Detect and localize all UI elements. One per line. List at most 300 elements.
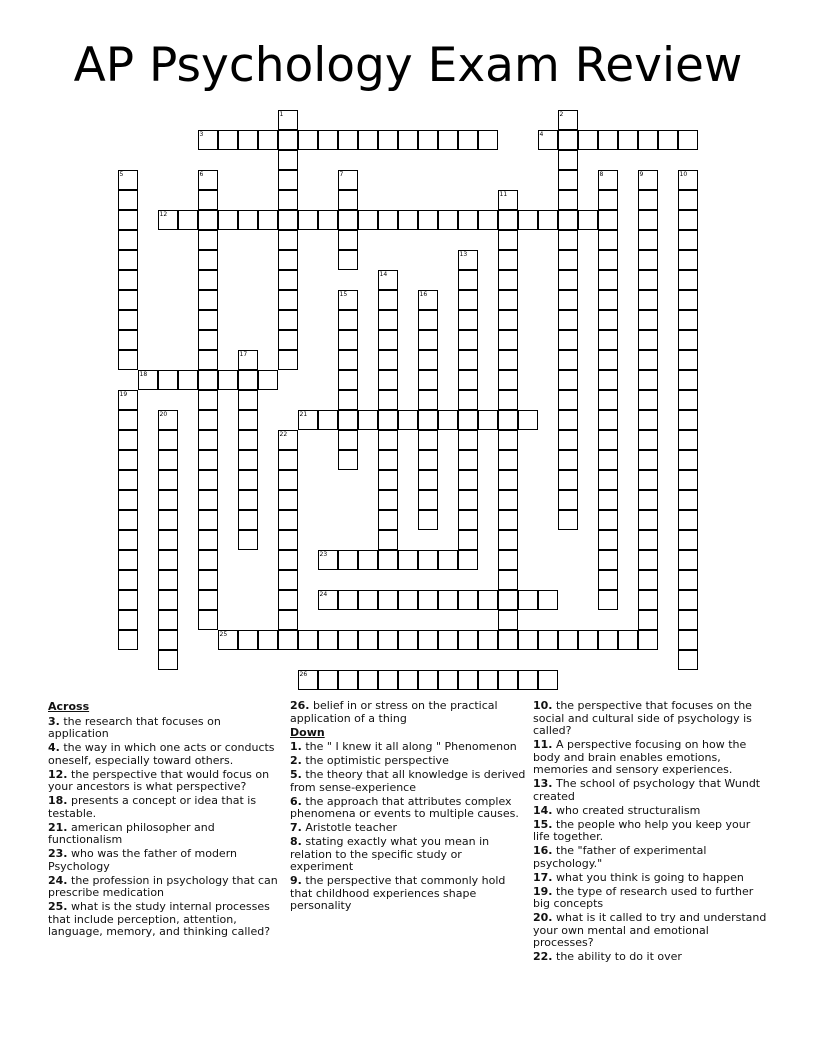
grid-cell[interactable] bbox=[558, 470, 578, 490]
grid-cell[interactable] bbox=[378, 450, 398, 470]
grid-cell[interactable] bbox=[578, 630, 598, 650]
grid-cell[interactable] bbox=[158, 650, 178, 670]
grid-cell[interactable] bbox=[498, 290, 518, 310]
grid-cell[interactable] bbox=[198, 490, 218, 510]
grid-cell[interactable] bbox=[278, 530, 298, 550]
grid-cell[interactable] bbox=[458, 670, 478, 690]
grid-cell[interactable] bbox=[638, 270, 658, 290]
grid-cell[interactable] bbox=[418, 370, 438, 390]
grid-cell[interactable] bbox=[598, 570, 618, 590]
grid-cell[interactable] bbox=[378, 630, 398, 650]
grid-cell[interactable] bbox=[318, 410, 338, 430]
grid-cell[interactable] bbox=[598, 490, 618, 510]
grid-cell[interactable] bbox=[498, 490, 518, 510]
grid-cell[interactable] bbox=[358, 210, 378, 230]
grid-cell[interactable] bbox=[418, 330, 438, 350]
grid-cell[interactable] bbox=[338, 550, 358, 570]
grid-cell[interactable] bbox=[638, 250, 658, 270]
grid-cell[interactable] bbox=[278, 270, 298, 290]
grid-cell[interactable] bbox=[318, 670, 338, 690]
grid-cell[interactable] bbox=[458, 370, 478, 390]
grid-cell[interactable] bbox=[638, 350, 658, 370]
grid-cell[interactable] bbox=[378, 330, 398, 350]
grid-cell[interactable] bbox=[478, 670, 498, 690]
grid-cell[interactable] bbox=[158, 450, 178, 470]
grid-cell[interactable] bbox=[598, 450, 618, 470]
grid-cell[interactable] bbox=[198, 310, 218, 330]
grid-cell[interactable] bbox=[378, 530, 398, 550]
grid-cell[interactable] bbox=[238, 530, 258, 550]
grid-cell[interactable] bbox=[338, 190, 358, 210]
grid-cell[interactable] bbox=[438, 630, 458, 650]
grid-cell[interactable] bbox=[158, 610, 178, 630]
grid-cell[interactable] bbox=[598, 470, 618, 490]
grid-cell[interactable] bbox=[118, 250, 138, 270]
grid-cell[interactable] bbox=[278, 170, 298, 190]
grid-cell[interactable] bbox=[278, 590, 298, 610]
grid-cell[interactable] bbox=[198, 530, 218, 550]
grid-cell[interactable] bbox=[558, 350, 578, 370]
grid-cell[interactable] bbox=[458, 630, 478, 650]
grid-cell[interactable] bbox=[198, 570, 218, 590]
grid-cell[interactable] bbox=[218, 370, 238, 390]
grid-cell[interactable] bbox=[378, 590, 398, 610]
grid-cell[interactable] bbox=[438, 210, 458, 230]
grid-cell[interactable] bbox=[238, 450, 258, 470]
grid-cell[interactable] bbox=[358, 130, 378, 150]
grid-cell[interactable] bbox=[238, 410, 258, 430]
grid-cell[interactable] bbox=[478, 590, 498, 610]
grid-cell[interactable] bbox=[238, 390, 258, 410]
grid-cell[interactable] bbox=[538, 670, 558, 690]
grid-cell[interactable] bbox=[378, 130, 398, 150]
grid-cell[interactable] bbox=[498, 430, 518, 450]
grid-cell[interactable] bbox=[198, 470, 218, 490]
grid-cell[interactable] bbox=[398, 630, 418, 650]
grid-cell[interactable] bbox=[478, 210, 498, 230]
grid-cell[interactable] bbox=[338, 670, 358, 690]
grid-cell[interactable] bbox=[118, 190, 138, 210]
grid-cell[interactable] bbox=[578, 210, 598, 230]
grid-cell[interactable] bbox=[278, 250, 298, 270]
grid-cell[interactable] bbox=[278, 310, 298, 330]
grid-cell[interactable] bbox=[638, 230, 658, 250]
grid-cell[interactable] bbox=[558, 510, 578, 530]
grid-cell[interactable] bbox=[538, 210, 558, 230]
grid-cell[interactable] bbox=[398, 670, 418, 690]
grid-cell[interactable] bbox=[178, 370, 198, 390]
grid-cell[interactable] bbox=[598, 250, 618, 270]
grid-cell[interactable] bbox=[378, 350, 398, 370]
grid-cell[interactable] bbox=[278, 550, 298, 570]
grid-cell[interactable] bbox=[498, 670, 518, 690]
grid-cell[interactable] bbox=[198, 250, 218, 270]
grid-cell[interactable] bbox=[118, 210, 138, 230]
grid-cell[interactable] bbox=[198, 370, 218, 390]
grid-cell[interactable] bbox=[158, 550, 178, 570]
grid-cell[interactable] bbox=[678, 370, 698, 390]
grid-cell[interactable] bbox=[338, 450, 358, 470]
grid-cell[interactable] bbox=[158, 470, 178, 490]
grid-cell[interactable] bbox=[378, 410, 398, 430]
grid-cell[interactable] bbox=[418, 350, 438, 370]
grid-cell[interactable] bbox=[438, 130, 458, 150]
grid-cell[interactable] bbox=[198, 410, 218, 430]
grid-cell[interactable] bbox=[158, 490, 178, 510]
grid-cell[interactable] bbox=[198, 550, 218, 570]
grid-cell[interactable] bbox=[198, 390, 218, 410]
grid-cell[interactable] bbox=[458, 310, 478, 330]
grid-cell[interactable] bbox=[678, 350, 698, 370]
grid-cell[interactable] bbox=[518, 410, 538, 430]
grid-cell[interactable] bbox=[498, 250, 518, 270]
grid-cell[interactable] bbox=[378, 510, 398, 530]
grid-cell[interactable] bbox=[158, 570, 178, 590]
grid-cell[interactable] bbox=[598, 370, 618, 390]
grid-cell[interactable] bbox=[498, 470, 518, 490]
grid-cell[interactable] bbox=[578, 130, 598, 150]
grid-cell[interactable] bbox=[198, 430, 218, 450]
grid-cell[interactable] bbox=[338, 130, 358, 150]
grid-cell[interactable] bbox=[458, 290, 478, 310]
grid-cell[interactable] bbox=[118, 330, 138, 350]
grid-cell[interactable] bbox=[118, 610, 138, 630]
grid-cell[interactable] bbox=[158, 590, 178, 610]
grid-cell[interactable] bbox=[198, 610, 218, 630]
grid-cell[interactable] bbox=[598, 390, 618, 410]
grid-cell[interactable] bbox=[558, 490, 578, 510]
grid-cell[interactable] bbox=[638, 590, 658, 610]
grid-cell[interactable] bbox=[198, 210, 218, 230]
grid-cell[interactable] bbox=[198, 270, 218, 290]
grid-cell[interactable] bbox=[358, 590, 378, 610]
grid-cell[interactable] bbox=[678, 410, 698, 430]
grid-cell[interactable] bbox=[658, 130, 678, 150]
grid-cell[interactable] bbox=[298, 210, 318, 230]
grid-cell[interactable] bbox=[498, 550, 518, 570]
grid-cell[interactable] bbox=[418, 130, 438, 150]
grid-cell[interactable] bbox=[638, 610, 658, 630]
grid-cell[interactable] bbox=[418, 470, 438, 490]
grid-cell[interactable] bbox=[378, 430, 398, 450]
grid-cell[interactable] bbox=[518, 590, 538, 610]
grid-cell[interactable] bbox=[678, 210, 698, 230]
grid-cell[interactable] bbox=[638, 290, 658, 310]
grid-cell[interactable] bbox=[518, 630, 538, 650]
grid-cell[interactable] bbox=[678, 290, 698, 310]
grid-cell[interactable] bbox=[278, 150, 298, 170]
grid-cell[interactable] bbox=[278, 330, 298, 350]
grid-cell[interactable] bbox=[318, 630, 338, 650]
grid-cell[interactable] bbox=[118, 410, 138, 430]
grid-cell[interactable] bbox=[518, 670, 538, 690]
grid-cell[interactable] bbox=[278, 350, 298, 370]
grid-cell[interactable] bbox=[438, 550, 458, 570]
grid-cell[interactable] bbox=[598, 350, 618, 370]
grid-cell[interactable] bbox=[278, 210, 298, 230]
grid-cell[interactable] bbox=[598, 530, 618, 550]
grid-cell[interactable] bbox=[238, 510, 258, 530]
grid-cell[interactable] bbox=[118, 430, 138, 450]
grid-cell[interactable] bbox=[418, 210, 438, 230]
grid-cell[interactable] bbox=[638, 210, 658, 230]
grid-cell[interactable] bbox=[278, 630, 298, 650]
grid-cell[interactable] bbox=[678, 130, 698, 150]
grid-cell[interactable] bbox=[638, 190, 658, 210]
grid-cell[interactable] bbox=[318, 210, 338, 230]
grid-cell[interactable] bbox=[458, 350, 478, 370]
grid-cell[interactable] bbox=[338, 370, 358, 390]
grid-cell[interactable] bbox=[198, 590, 218, 610]
grid-cell[interactable] bbox=[498, 570, 518, 590]
grid-cell[interactable] bbox=[458, 410, 478, 430]
grid-cell[interactable] bbox=[118, 290, 138, 310]
grid-cell[interactable] bbox=[198, 290, 218, 310]
grid-cell[interactable] bbox=[618, 130, 638, 150]
grid-cell[interactable] bbox=[498, 370, 518, 390]
grid-cell[interactable] bbox=[638, 430, 658, 450]
grid-cell[interactable] bbox=[418, 390, 438, 410]
grid-cell[interactable] bbox=[458, 470, 478, 490]
grid-cell[interactable] bbox=[498, 230, 518, 250]
grid-cell[interactable] bbox=[298, 630, 318, 650]
grid-cell[interactable] bbox=[678, 270, 698, 290]
grid-cell[interactable] bbox=[638, 130, 658, 150]
grid-cell[interactable] bbox=[478, 630, 498, 650]
grid-cell[interactable] bbox=[558, 250, 578, 270]
grid-cell[interactable] bbox=[278, 190, 298, 210]
grid-cell[interactable] bbox=[598, 230, 618, 250]
grid-cell[interactable] bbox=[678, 390, 698, 410]
grid-cell[interactable] bbox=[458, 450, 478, 470]
grid-cell[interactable] bbox=[258, 210, 278, 230]
grid-cell[interactable] bbox=[118, 490, 138, 510]
grid-cell[interactable] bbox=[678, 530, 698, 550]
grid-cell[interactable] bbox=[118, 510, 138, 530]
grid-cell[interactable] bbox=[118, 270, 138, 290]
grid-cell[interactable] bbox=[278, 490, 298, 510]
grid-cell[interactable] bbox=[498, 530, 518, 550]
grid-cell[interactable] bbox=[378, 210, 398, 230]
grid-cell[interactable] bbox=[498, 210, 518, 230]
grid-cell[interactable] bbox=[458, 510, 478, 530]
grid-cell[interactable] bbox=[598, 630, 618, 650]
grid-cell[interactable] bbox=[558, 450, 578, 470]
grid-cell[interactable] bbox=[278, 130, 298, 150]
grid-cell[interactable] bbox=[498, 590, 518, 610]
grid-cell[interactable] bbox=[338, 250, 358, 270]
grid-cell[interactable] bbox=[418, 510, 438, 530]
grid-cell[interactable] bbox=[338, 390, 358, 410]
grid-cell[interactable] bbox=[198, 230, 218, 250]
grid-cell[interactable] bbox=[158, 630, 178, 650]
grid-cell[interactable] bbox=[498, 630, 518, 650]
grid-cell[interactable] bbox=[498, 330, 518, 350]
grid-cell[interactable] bbox=[238, 630, 258, 650]
grid-cell[interactable] bbox=[298, 130, 318, 150]
grid-cell[interactable] bbox=[378, 310, 398, 330]
grid-cell[interactable] bbox=[518, 210, 538, 230]
grid-cell[interactable] bbox=[158, 530, 178, 550]
grid-cell[interactable] bbox=[198, 450, 218, 470]
grid-cell[interactable] bbox=[498, 390, 518, 410]
grid-cell[interactable] bbox=[458, 130, 478, 150]
grid-cell[interactable] bbox=[338, 590, 358, 610]
grid-cell[interactable] bbox=[678, 590, 698, 610]
grid-cell[interactable] bbox=[598, 550, 618, 570]
grid-cell[interactable] bbox=[498, 610, 518, 630]
grid-cell[interactable] bbox=[678, 450, 698, 470]
grid-cell[interactable] bbox=[638, 550, 658, 570]
grid-cell[interactable] bbox=[598, 410, 618, 430]
grid-cell[interactable] bbox=[258, 130, 278, 150]
grid-cell[interactable] bbox=[398, 410, 418, 430]
grid-cell[interactable] bbox=[438, 590, 458, 610]
grid-cell[interactable] bbox=[198, 510, 218, 530]
grid-cell[interactable] bbox=[418, 430, 438, 450]
grid-cell[interactable] bbox=[238, 130, 258, 150]
grid-cell[interactable] bbox=[478, 130, 498, 150]
grid-cell[interactable] bbox=[338, 230, 358, 250]
grid-cell[interactable] bbox=[338, 330, 358, 350]
grid-cell[interactable] bbox=[558, 430, 578, 450]
grid-cell[interactable] bbox=[598, 510, 618, 530]
grid-cell[interactable] bbox=[498, 410, 518, 430]
grid-cell[interactable] bbox=[338, 350, 358, 370]
grid-cell[interactable] bbox=[418, 630, 438, 650]
grid-cell[interactable] bbox=[438, 410, 458, 430]
grid-cell[interactable] bbox=[598, 190, 618, 210]
grid-cell[interactable] bbox=[118, 530, 138, 550]
grid-cell[interactable] bbox=[498, 350, 518, 370]
grid-cell[interactable] bbox=[118, 230, 138, 250]
grid-cell[interactable] bbox=[598, 290, 618, 310]
grid-cell[interactable] bbox=[458, 550, 478, 570]
grid-cell[interactable] bbox=[678, 610, 698, 630]
grid-cell[interactable] bbox=[638, 470, 658, 490]
grid-cell[interactable] bbox=[158, 370, 178, 390]
grid-cell[interactable] bbox=[458, 530, 478, 550]
grid-cell[interactable] bbox=[678, 330, 698, 350]
grid-cell[interactable] bbox=[338, 430, 358, 450]
grid-cell[interactable] bbox=[478, 410, 498, 430]
grid-cell[interactable] bbox=[538, 630, 558, 650]
grid-cell[interactable] bbox=[638, 310, 658, 330]
grid-cell[interactable] bbox=[378, 490, 398, 510]
grid-cell[interactable] bbox=[358, 410, 378, 430]
grid-cell[interactable] bbox=[598, 590, 618, 610]
grid-cell[interactable] bbox=[118, 570, 138, 590]
grid-cell[interactable] bbox=[458, 210, 478, 230]
grid-cell[interactable] bbox=[558, 190, 578, 210]
grid-cell[interactable] bbox=[678, 650, 698, 670]
grid-cell[interactable] bbox=[678, 310, 698, 330]
grid-cell[interactable] bbox=[638, 530, 658, 550]
grid-cell[interactable] bbox=[458, 430, 478, 450]
grid-cell[interactable] bbox=[358, 550, 378, 570]
grid-cell[interactable] bbox=[598, 310, 618, 330]
grid-cell[interactable] bbox=[118, 630, 138, 650]
grid-cell[interactable] bbox=[638, 410, 658, 430]
grid-cell[interactable] bbox=[238, 370, 258, 390]
grid-cell[interactable] bbox=[558, 630, 578, 650]
grid-cell[interactable] bbox=[678, 510, 698, 530]
grid-cell[interactable] bbox=[638, 370, 658, 390]
grid-cell[interactable] bbox=[238, 210, 258, 230]
grid-cell[interactable] bbox=[438, 670, 458, 690]
grid-cell[interactable] bbox=[118, 310, 138, 330]
grid-cell[interactable] bbox=[638, 450, 658, 470]
grid-cell[interactable] bbox=[338, 630, 358, 650]
grid-cell[interactable] bbox=[398, 210, 418, 230]
grid-cell[interactable] bbox=[378, 290, 398, 310]
grid-cell[interactable] bbox=[458, 270, 478, 290]
grid-cell[interactable] bbox=[118, 450, 138, 470]
grid-cell[interactable] bbox=[678, 470, 698, 490]
grid-cell[interactable] bbox=[278, 570, 298, 590]
grid-cell[interactable] bbox=[178, 210, 198, 230]
grid-cell[interactable] bbox=[278, 470, 298, 490]
grid-cell[interactable] bbox=[458, 490, 478, 510]
grid-cell[interactable] bbox=[558, 270, 578, 290]
grid-cell[interactable] bbox=[418, 490, 438, 510]
grid-cell[interactable] bbox=[238, 430, 258, 450]
grid-cell[interactable] bbox=[278, 610, 298, 630]
grid-cell[interactable] bbox=[378, 550, 398, 570]
grid-cell[interactable] bbox=[498, 270, 518, 290]
grid-cell[interactable] bbox=[558, 230, 578, 250]
grid-cell[interactable] bbox=[558, 390, 578, 410]
grid-cell[interactable] bbox=[118, 350, 138, 370]
grid-cell[interactable] bbox=[458, 330, 478, 350]
grid-cell[interactable] bbox=[678, 490, 698, 510]
grid-cell[interactable] bbox=[358, 630, 378, 650]
grid-cell[interactable] bbox=[558, 150, 578, 170]
grid-cell[interactable] bbox=[338, 410, 358, 430]
grid-cell[interactable] bbox=[498, 510, 518, 530]
grid-cell[interactable] bbox=[598, 330, 618, 350]
grid-cell[interactable] bbox=[318, 130, 338, 150]
grid-cell[interactable] bbox=[638, 330, 658, 350]
grid-cell[interactable] bbox=[418, 310, 438, 330]
grid-cell[interactable] bbox=[418, 670, 438, 690]
grid-cell[interactable] bbox=[598, 270, 618, 290]
grid-cell[interactable] bbox=[638, 490, 658, 510]
grid-cell[interactable] bbox=[418, 410, 438, 430]
grid-cell[interactable] bbox=[678, 630, 698, 650]
grid-cell[interactable] bbox=[558, 310, 578, 330]
grid-cell[interactable] bbox=[678, 250, 698, 270]
grid-cell[interactable] bbox=[598, 130, 618, 150]
grid-cell[interactable] bbox=[338, 310, 358, 330]
grid-cell[interactable] bbox=[238, 470, 258, 490]
grid-cell[interactable] bbox=[198, 330, 218, 350]
grid-cell[interactable] bbox=[678, 230, 698, 250]
grid-cell[interactable] bbox=[378, 670, 398, 690]
grid-cell[interactable] bbox=[338, 210, 358, 230]
grid-cell[interactable] bbox=[678, 190, 698, 210]
grid-cell[interactable] bbox=[358, 670, 378, 690]
grid-cell[interactable] bbox=[218, 210, 238, 230]
grid-cell[interactable] bbox=[378, 470, 398, 490]
grid-cell[interactable] bbox=[158, 430, 178, 450]
grid-cell[interactable] bbox=[118, 590, 138, 610]
grid-cell[interactable] bbox=[238, 490, 258, 510]
grid-cell[interactable] bbox=[458, 590, 478, 610]
grid-cell[interactable] bbox=[558, 130, 578, 150]
grid-cell[interactable] bbox=[198, 350, 218, 370]
grid-cell[interactable] bbox=[598, 210, 618, 230]
